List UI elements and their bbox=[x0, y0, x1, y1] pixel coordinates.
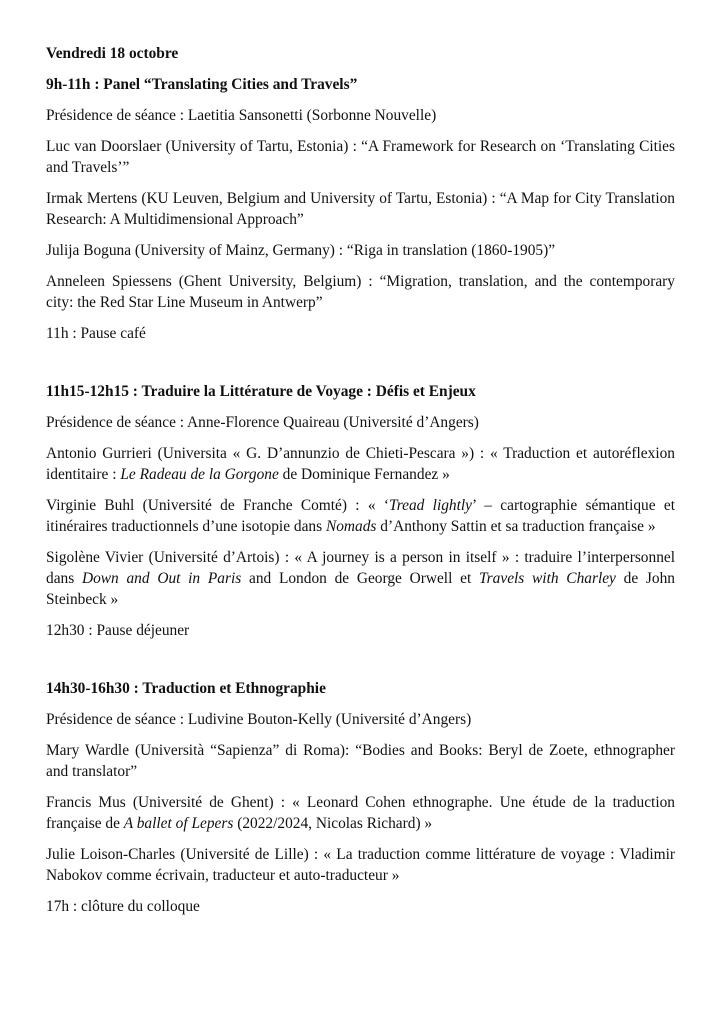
talk-title-italic: Down and Out in Paris bbox=[81, 570, 242, 587]
session-chair: Présidence de séance : Laetitia Sansonetti (Sorbonne Nouvelle) bbox=[46, 107, 437, 124]
closing-note: 17h : clôture du colloque bbox=[46, 898, 200, 915]
talk-text: de Dominique Fernandez » bbox=[278, 466, 450, 483]
session-travel-literature bbox=[46, 381, 675, 641]
session-chair: Présidence de séance : Anne-Florence Quaireau (Université d’Angers) bbox=[46, 414, 479, 431]
talk-text: de John Steinbeck » bbox=[46, 570, 675, 608]
talk-title-italic: Tread lightly bbox=[389, 497, 472, 514]
talk-item bbox=[46, 495, 675, 537]
talk-item: Mary Wardle (Università “Sapienza” di Roma): “Bodies and Books: Beryl de Zoete, ethnographer and translator” bbox=[46, 742, 675, 780]
section-spacer bbox=[46, 651, 675, 678]
talk-title-italic: A ballet of Lepers bbox=[123, 815, 234, 832]
program-page bbox=[46, 43, 675, 927]
talk-item: Anneleen Spiessens (Ghent University, Belgium) : “Migration, translation, and the contemporary city: the Red Star Line Museum in Antwerp” bbox=[46, 273, 675, 311]
session-translating-cities bbox=[46, 74, 675, 344]
talk-text: Virginie Buhl (Université de Franche Comté) : « ‘ bbox=[46, 497, 390, 514]
talk-item: Julie Loison-Charles (Université de Lille) : « La traduction comme littérature de voyage : Vladimir Nabokov comme écrivain, traducteur et auto-traducteur » bbox=[46, 846, 675, 884]
talk-title-italic: Nomads bbox=[325, 518, 377, 535]
talk-item: Irmak Mertens (KU Leuven, Belgium and University of Tartu, Estonia) : “A Map for City Translation Research: A Multidimensional Approach” bbox=[46, 190, 675, 228]
talk-text: ’ – cartographie sémantique et itinéraires traductionnels d’une isotopie dans bbox=[46, 497, 675, 535]
talk-item bbox=[46, 547, 675, 610]
talk-text: d’Anthony Sattin et sa traduction française » bbox=[376, 518, 656, 535]
talk-text: Antonio Gurrieri (Universita « G. D’annunzio de Chieti-Pescara ») : « Traduction et autoréflexion identitaire : bbox=[46, 445, 675, 483]
talk-item: Julija Boguna (University of Mainz, Germany) : “Riga in translation (1860-1905)” bbox=[46, 242, 556, 259]
session-ethnography bbox=[46, 678, 675, 917]
session-heading: 11h15-12h15 : Traduire la Littérature de Voyage : Défis et Enjeux bbox=[46, 383, 476, 400]
session-heading: 9h-11h : Panel “Translating Cities and Travels” bbox=[46, 76, 358, 93]
break-note: 11h : Pause café bbox=[46, 325, 146, 342]
talk-text: and London de George Orwell et bbox=[241, 570, 479, 587]
talk-item bbox=[46, 443, 675, 485]
day-title: Vendredi 18 octobre bbox=[46, 45, 179, 62]
talk-item bbox=[46, 792, 675, 834]
session-chair: Présidence de séance : Ludivine Bouton-Kelly (Université d’Angers) bbox=[46, 711, 472, 728]
talk-title-italic: Le Radeau de la Gorgone bbox=[120, 466, 279, 483]
session-heading: 14h30-16h30 : Traduction et Ethnographie bbox=[46, 680, 326, 697]
break-note: 12h30 : Pause déjeuner bbox=[46, 622, 190, 639]
talk-title-italic: Travels with Charley bbox=[478, 570, 616, 587]
talk-text: Francis Mus (Université de Ghent) : « Leonard Cohen ethnographe. Une étude de la traduction française de bbox=[46, 794, 675, 832]
talk-text: (2022/2024, Nicolas Richard) » bbox=[233, 815, 433, 832]
talk-text: Sigolène Vivier (Université d’Artois) : « A journey is a person in itself » : traduire l’interpersonnel dans bbox=[46, 549, 675, 587]
talk-item: Luc van Doorslaer (University of Tartu, Estonia) : “A Framework for Research on ‘Translating Cities and Travels’” bbox=[46, 138, 675, 176]
section-spacer bbox=[46, 354, 675, 381]
